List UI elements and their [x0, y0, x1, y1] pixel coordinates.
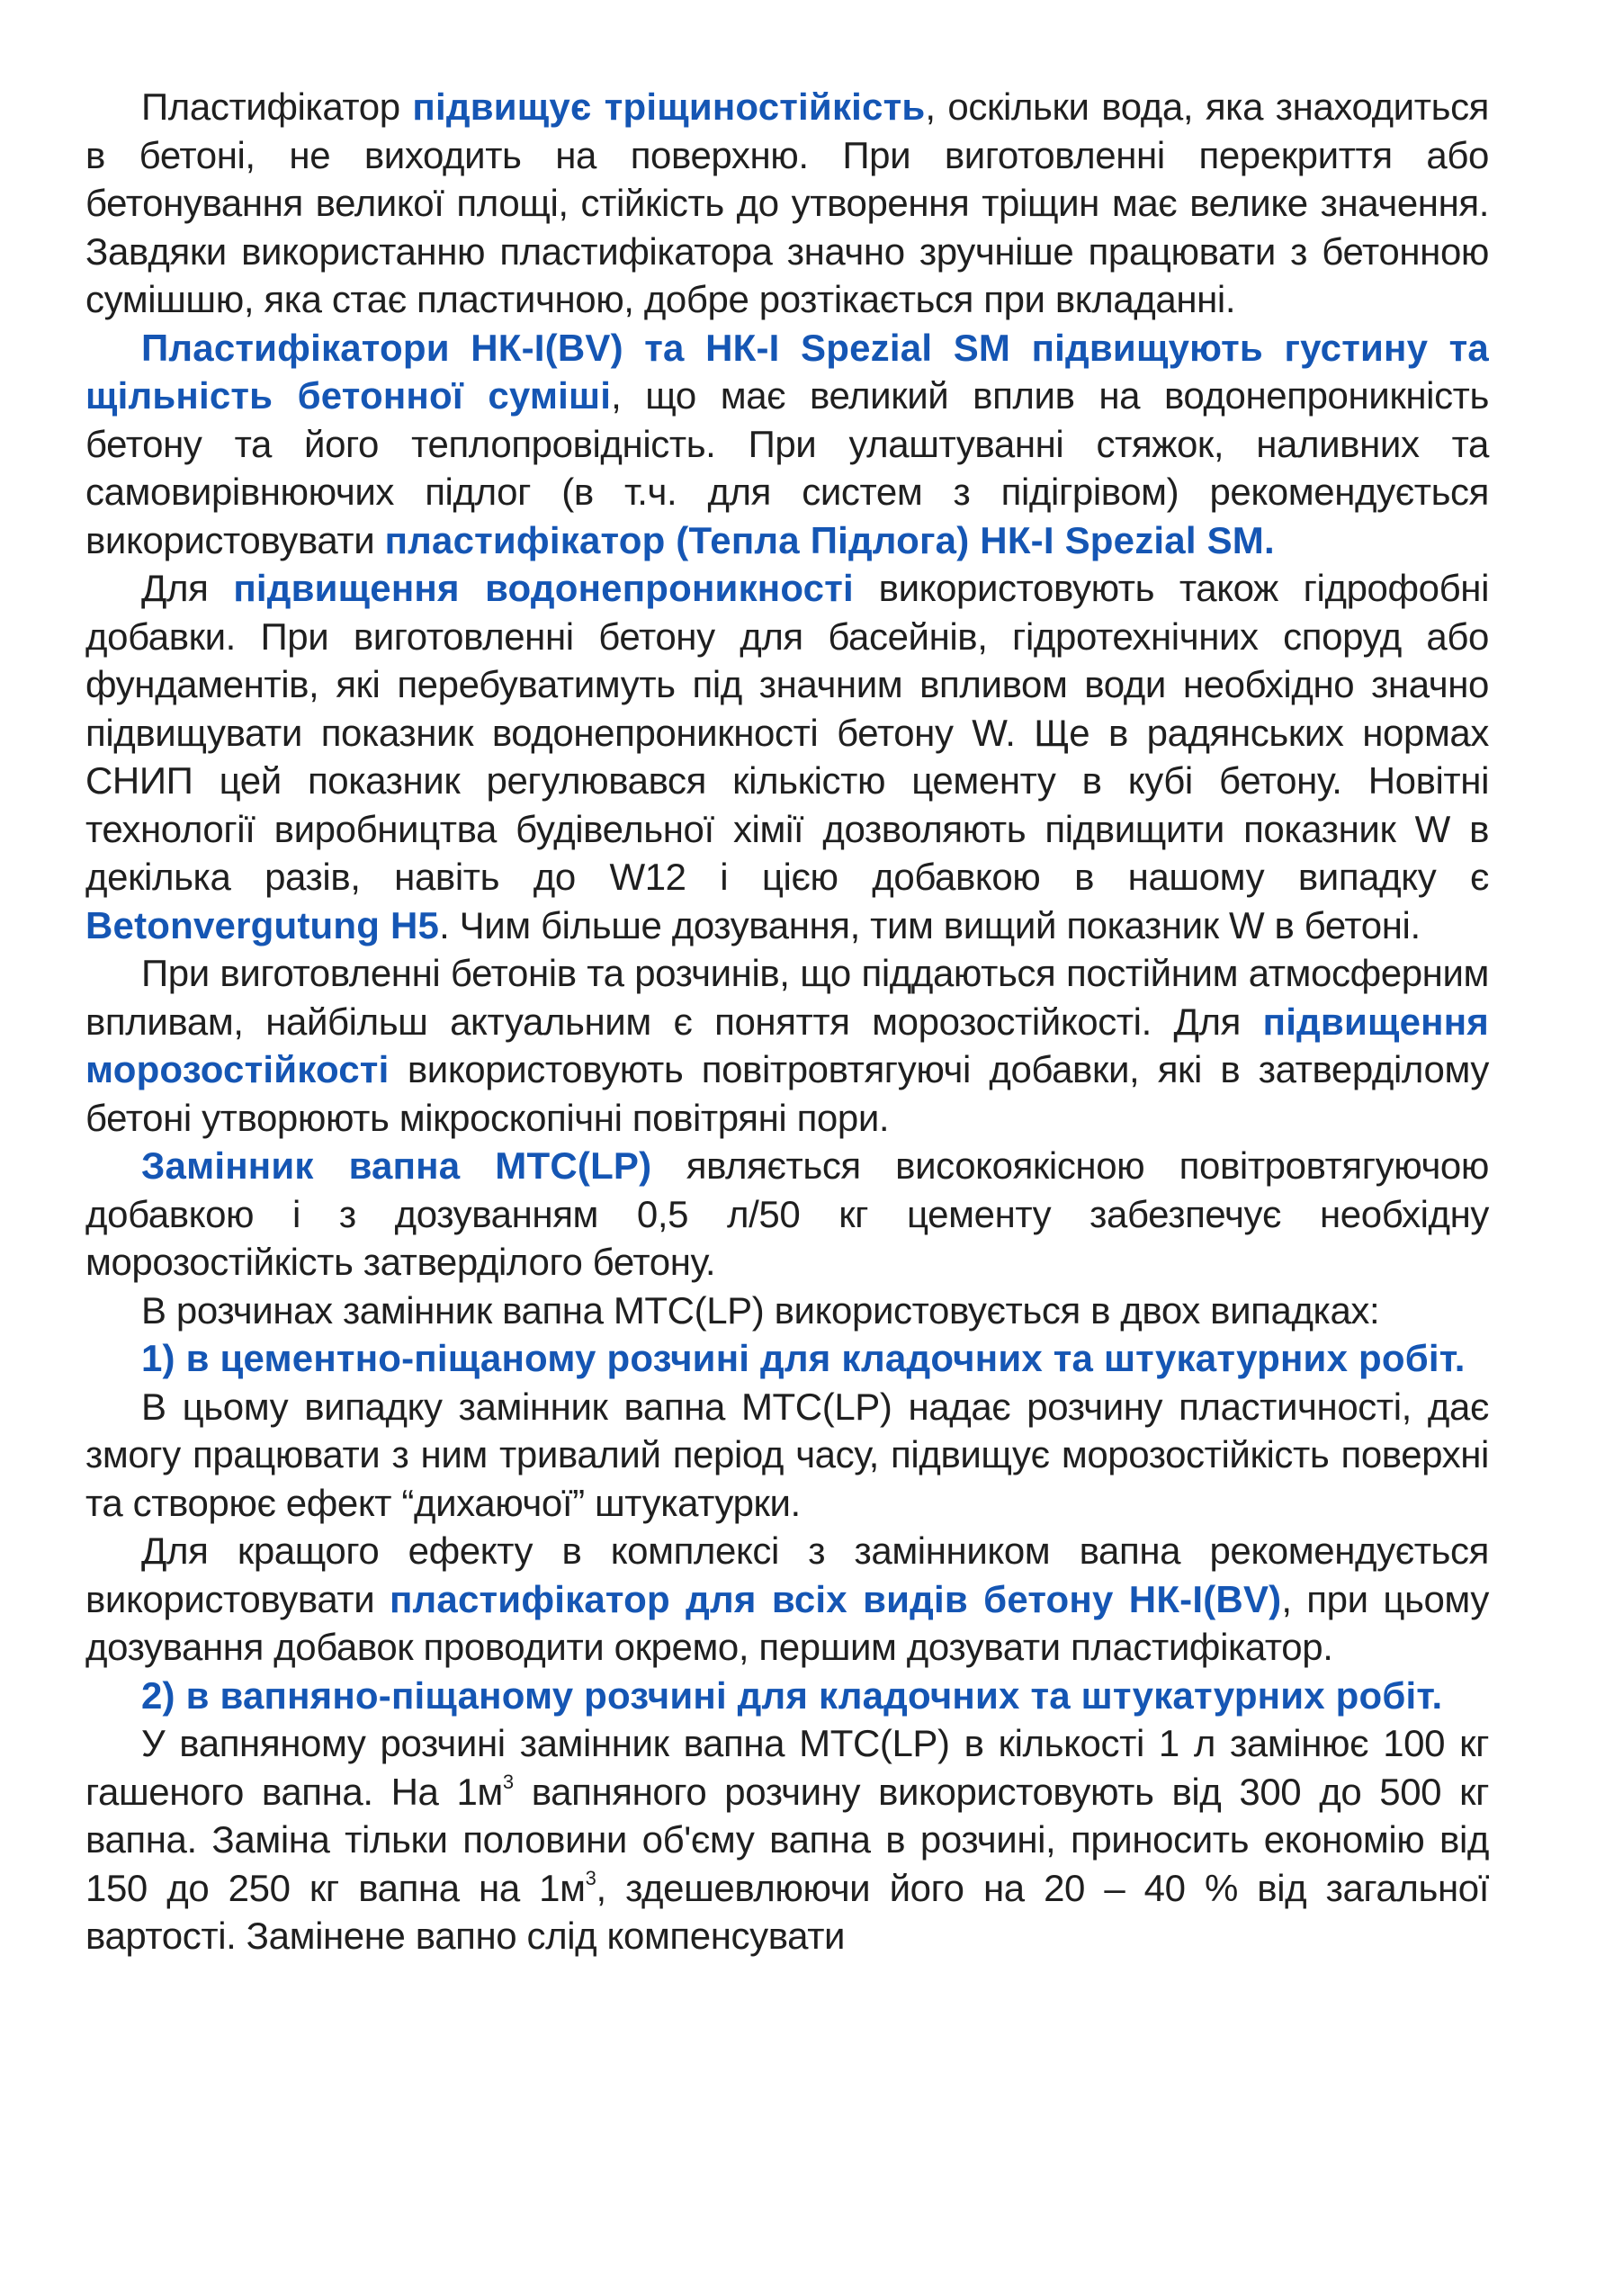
text-run: , при цьому дозування добавок проводити окремо, першим дозувати пластифікатор. — [85, 1577, 1489, 1668]
text-run: , здешевлюючи його на 20 – 40 % від загальної вартості. Замінене вапно слід компенсувати — [85, 1866, 1489, 1957]
superscript: 3 — [585, 1866, 596, 1889]
paragraph-case-1 — [85, 1383, 1489, 1528]
heading-case-1 — [85, 1334, 1489, 1383]
highlighted-term: пластифікатор для всіх видів бетону НК-I(BV) — [389, 1577, 1282, 1620]
highlighted-term: 2) в вапняно-піщаному розчині для кладочних та штукатурних робіт. — [141, 1673, 1443, 1717]
document-page — [85, 83, 1489, 1960]
text-run: Пластифікатор — [141, 85, 413, 128]
text-run: , оскільки вода, яка знаходиться в бетоні, не виходить на поверхню. При виготовленні перекриття або бетонування великої площі, стійкість до утворення тріщин має велике значення. Завдяки використанню пластифікатора значно зручніше працювати з бетонною сумішшю, яка стає пластичною, добре розтікається при вкладанні. — [85, 85, 1490, 320]
text-run: При виготовленні бетонів та розчинів, що піддаються постійним атмосферним впливам, найбільш актуальним є поняття морозостійкості. Для — [85, 952, 1489, 1043]
highlighted-term: підвищує тріщиностійкість — [412, 85, 926, 128]
text-run: Для — [141, 567, 234, 609]
highlighted-term: 1) в цементно-піщаному розчині для кладочних та штукатурних робіт. — [141, 1337, 1466, 1379]
paragraph-density — [85, 324, 1489, 565]
highlighted-term: пластифікатор (Тепла Підлога) НК-I Spezial SM. — [384, 518, 1275, 561]
paragraph-complex-use — [85, 1527, 1489, 1672]
paragraph-frost-resistance — [85, 949, 1489, 1142]
highlighted-term: підвищення морозостійкості — [85, 1000, 1489, 1090]
text-run: являється високоякісною повітровтягуючою добавкою і з дозуванням 0,5 л/50 кг цементу забезпечує необхідну морозостійкість затверділого бетону. — [85, 1144, 1489, 1283]
text-run: В цьому випадку замінник вапна МТС(LP) надає розчину пластичності, дає змогу працювати з ним тривалий період часу, підвищує морозостійкість поверхні та створює ефект “дихаючої” штукатурки. — [85, 1385, 1489, 1524]
paragraph-lime-substitute — [85, 1142, 1489, 1287]
text-run: В розчинах замінник вапна МТС(LP) використовується в двох випадках: — [141, 1288, 1380, 1332]
highlighted-term: Замінник вапна МТС(LP) — [141, 1144, 652, 1187]
text-run: Для кращого ефекту в комплексі з замінником вапна рекомендується використовувати — [85, 1529, 1489, 1620]
heading-case-2 — [85, 1672, 1489, 1720]
paragraph-crack-resistance — [85, 83, 1489, 324]
superscript: 3 — [502, 1770, 514, 1793]
highlighted-term: Пластифікатори НК-I(BV) та НК-I Spezial SM підвищують густину та щільність бетонної суміші — [85, 326, 1489, 417]
text-run: використовують повітровтягуючі добавки, які в затверділому бетоні утворюють мікроскопічні повітряні пори. — [85, 1048, 1489, 1139]
text-run: вапняного розчину використовують від 300 до 500 кг вапна. Заміна тільки половини об'єму вапна в розчині, приносить економію від 150 до 250 кг вапна на 1м — [85, 1770, 1489, 1909]
text-run: , що має великий вплив на водонепроникність бетону та його теплопровідність. При улаштуванні стяжок, наливних та самовирівнюючих підлог (в т.ч. для систем з підігрівом) рекомендується використовувати — [85, 374, 1489, 561]
text-run: У вапняному розчині замінник вапна МТС(LP) в кількості 1 л замінює 100 кг гашеного вапна. На 1м — [85, 1722, 1489, 1813]
paragraph-water-resistance — [85, 564, 1489, 949]
highlighted-term: Betonvergutung H5 — [85, 903, 440, 946]
paragraph-two-cases — [85, 1287, 1489, 1335]
paragraph-case-2 — [85, 1719, 1489, 1960]
text-run: . Чим більше дозування, тим вищий показник W в бетоні. — [439, 903, 1421, 946]
text-run: використовують також гідрофобні добавки. При виготовленні бетону для басейнів, гідротехнічних споруд або фундаментів, які перебуватимуть під значним впливом води необхідно значно підвищувати показник водонепроникності бетону W. Ще в радянських нормах СНИП цей показник регулювався кількістю цементу в кубі бетону. Новітні технології виробництва будівельної хімії дозволяють підвищити показник W в декілька разів, навіть до W12 і цією добавкою в нашому випадку є — [85, 567, 1489, 898]
highlighted-term: підвищення водонепроникності — [233, 567, 854, 609]
